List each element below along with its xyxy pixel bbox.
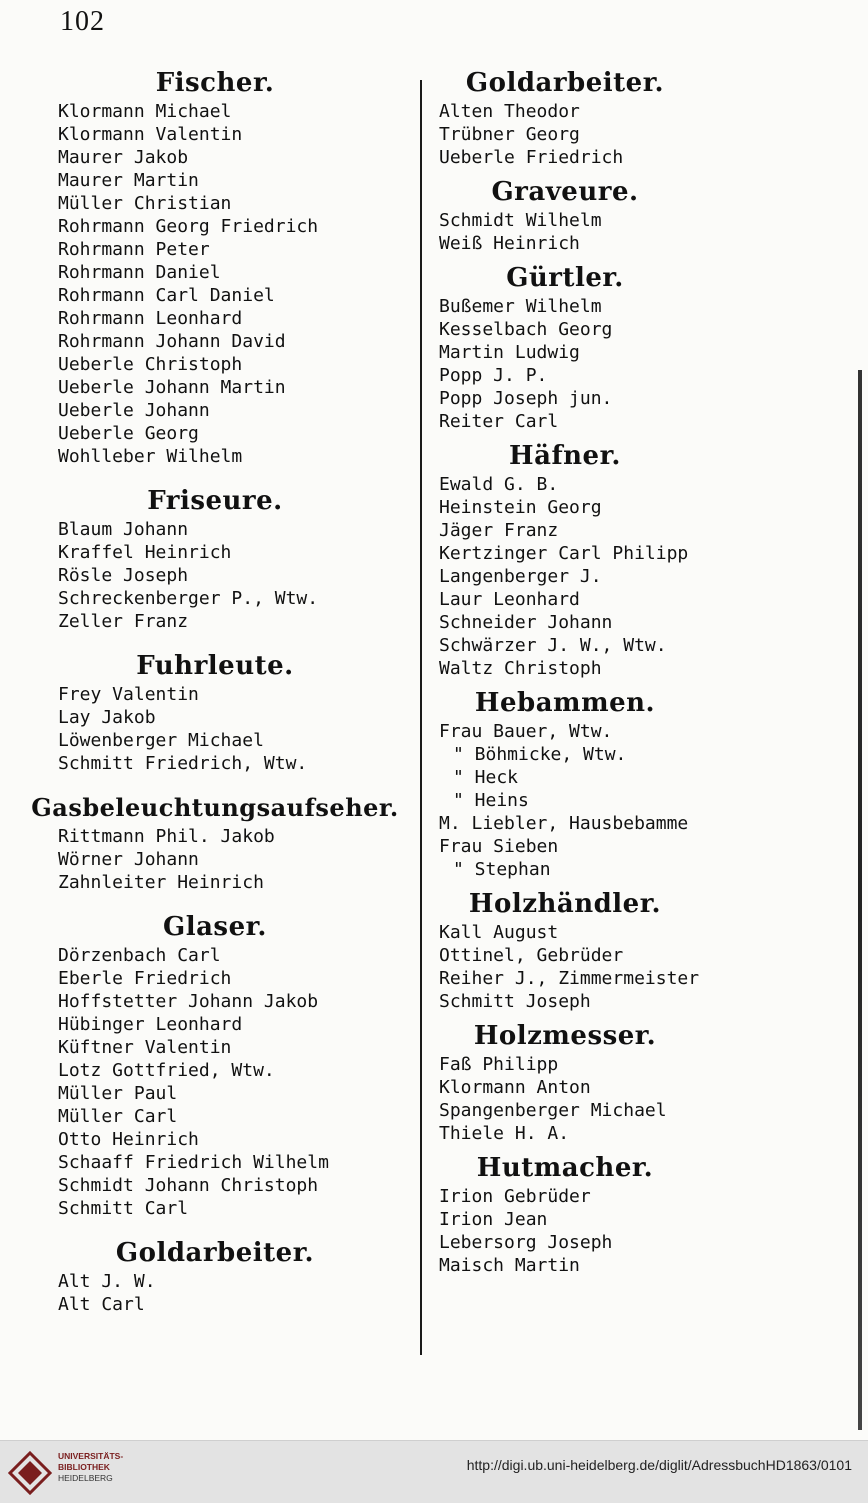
directory-entry: Rohrmann Johann David xyxy=(58,331,286,352)
directory-entry: Maurer Jakob xyxy=(58,147,189,168)
library-logo-icon xyxy=(8,1451,52,1495)
directory-section xyxy=(425,1151,705,1277)
section-heading: Friseure. xyxy=(147,486,283,516)
library-name xyxy=(58,1451,178,1484)
library-name-line: UNIVERSITÄTS- xyxy=(58,1451,124,1461)
directory-section xyxy=(425,439,705,680)
directory-entry: Klormann Valentin xyxy=(58,124,243,145)
directory-section xyxy=(30,910,400,1220)
section-heading: Fischer. xyxy=(155,68,275,98)
directory-entry: Müller Christian xyxy=(58,193,232,214)
directory-entry: Zahnleiter Heinrich xyxy=(58,872,264,893)
directory-entry: Rösle Joseph xyxy=(58,565,189,586)
directory-entry: Frau Bauer, Wtw. xyxy=(439,721,613,742)
directory-entry: Schmitt Joseph xyxy=(439,991,591,1012)
directory-entry: Ueberle Johann Martin xyxy=(58,377,286,398)
left-column xyxy=(30,66,400,1332)
directory-entry: Kesselbach Georg xyxy=(439,319,613,340)
directory-entry: Klormann Anton xyxy=(439,1077,591,1098)
directory-entry: Klormann Michael xyxy=(58,101,232,122)
directory-section xyxy=(425,887,705,1013)
directory-entry: Faß Philipp xyxy=(439,1054,559,1075)
directory-entry: Hübinger Leonhard xyxy=(58,1014,243,1035)
directory-entry: Schmidt Wilhelm xyxy=(439,210,602,231)
directory-entry: Ueberle Johann xyxy=(58,400,210,421)
directory-entry: Ueberle Georg xyxy=(58,423,199,444)
source-url[interactable]: http://digi.ub.uni-heidelberg.de/diglit/AdressbuchHD1863/0101 xyxy=(466,1457,852,1473)
directory-entry: Schmitt Carl xyxy=(58,1198,189,1219)
directory-entry: Maisch Martin xyxy=(439,1255,580,1276)
section-heading: Glaser. xyxy=(163,912,267,942)
section-heading: Graveure. xyxy=(491,177,639,207)
directory-section xyxy=(425,261,705,433)
section-heading: Goldarbeiter. xyxy=(115,1238,315,1268)
directory-entry: Schmitt Friedrich, Wtw. xyxy=(58,753,308,774)
directory-entry: Weiß Heinrich xyxy=(439,233,580,254)
directory-entry: Küftner Valentin xyxy=(58,1037,232,1058)
directory-entry: " Heck xyxy=(453,767,519,788)
directory-entry: Ueberle Friedrich xyxy=(439,147,624,168)
page-number: 102 xyxy=(60,6,105,37)
directory-entry: Wörner Johann xyxy=(58,849,199,870)
directory-section xyxy=(425,175,705,255)
right-column xyxy=(425,66,705,1283)
directory-entry: Lay Jakob xyxy=(58,707,156,728)
directory-entry: Bußemer Wilhelm xyxy=(439,296,602,317)
library-name-line: BIBLIOTHEK xyxy=(58,1462,110,1472)
directory-entry: Waltz Christoph xyxy=(439,658,602,679)
directory-entry: " Heins xyxy=(453,790,529,811)
directory-entry: Ueberle Christoph xyxy=(58,354,243,375)
directory-entry: Frey Valentin xyxy=(58,684,199,705)
directory-entry: Popp Joseph jun. xyxy=(439,388,613,409)
directory-entry: Rohrmann Georg Friedrich xyxy=(58,216,319,237)
directory-section xyxy=(425,1019,705,1145)
footer-bar xyxy=(0,1440,868,1503)
directory-entry: Schaaff Friedrich Wilhelm xyxy=(58,1152,329,1173)
directory-entry: Maurer Martin xyxy=(58,170,199,191)
directory-entry: Müller Paul xyxy=(58,1083,178,1104)
directory-entry: Müller Carl xyxy=(58,1106,178,1127)
directory-entry: Dörzenbach Carl xyxy=(58,945,221,966)
section-heading: Hebammen. xyxy=(474,688,656,718)
directory-entry: Jäger Franz xyxy=(439,520,559,541)
column-divider xyxy=(420,80,422,1355)
directory-entry: Rittmann Phil. Jakob xyxy=(58,826,275,847)
section-heading: Häfner. xyxy=(509,441,621,471)
directory-entry: Blaum Johann xyxy=(58,519,189,540)
directory-entry: Ottinel, Gebrüder xyxy=(439,945,624,966)
directory-entry: Rohrmann Carl Daniel xyxy=(58,285,275,306)
directory-entry: Alten Theodor xyxy=(439,101,580,122)
directory-entry: Lotz Gottfried, Wtw. xyxy=(58,1060,275,1081)
directory-entry: Popp J. P. xyxy=(439,365,548,386)
directory-entry: Schreckenberger P., Wtw. xyxy=(58,588,319,609)
directory-entry: Hoffstetter Johann Jakob xyxy=(58,991,319,1012)
directory-entry: Schneider Johann xyxy=(439,612,613,633)
directory-entry: Reiter Carl xyxy=(439,411,559,432)
directory-entry: Kertzinger Carl Philipp xyxy=(439,543,689,564)
directory-entry: Irion Jean xyxy=(439,1209,548,1230)
directory-entry: Rohrmann Peter xyxy=(58,239,210,260)
directory-entry: Martin Ludwig xyxy=(439,342,580,363)
directory-entry: Heinstein Georg xyxy=(439,497,602,518)
directory-entry: Otto Heinrich xyxy=(58,1129,199,1150)
directory-section xyxy=(425,686,705,881)
directory-entry: Thiele H. A. xyxy=(439,1123,570,1144)
directory-section xyxy=(425,66,705,169)
book-edge-shadow xyxy=(858,370,862,1430)
directory-entry: Zeller Franz xyxy=(58,611,189,632)
library-name-line: HEIDELBERG xyxy=(58,1473,113,1483)
section-heading: Goldarbeiter. xyxy=(465,68,665,98)
directory-entry: Frau Sieben xyxy=(439,836,559,857)
directory-section xyxy=(30,66,400,468)
directory-entry: Trübner Georg xyxy=(439,124,580,145)
directory-entry: Alt Carl xyxy=(58,1294,145,1315)
directory-entry: Löwenberger Michael xyxy=(58,730,264,751)
directory-entry: Ewald G. B. xyxy=(439,474,559,495)
directory-section xyxy=(30,791,400,894)
directory-entry: Laur Leonhard xyxy=(439,589,580,610)
directory-entry: Rohrmann Daniel xyxy=(58,262,221,283)
section-heading: Gasbeleuchtungsaufseher. xyxy=(31,793,399,822)
directory-entry: Kraffel Heinrich xyxy=(58,542,232,563)
directory-entry: " Stephan xyxy=(453,859,551,880)
section-heading: Holzmesser. xyxy=(473,1021,657,1051)
directory-entry: Reiher J., Zimmermeister xyxy=(439,968,700,989)
directory-entry: Schmidt Johann Christoph xyxy=(58,1175,319,1196)
section-heading: Holzhändler. xyxy=(468,889,662,919)
directory-section xyxy=(30,1236,400,1316)
directory-section xyxy=(30,649,400,775)
directory-entry: " Böhmicke, Wtw. xyxy=(453,744,627,765)
directory-entry: Rohrmann Leonhard xyxy=(58,308,243,329)
section-heading: Gürtler. xyxy=(506,263,624,293)
directory-entry: Langenberger J. xyxy=(439,566,602,587)
directory-section xyxy=(30,484,400,633)
directory-entry: Spangenberger Michael xyxy=(439,1100,667,1121)
directory-entry: Schwärzer J. W., Wtw. xyxy=(439,635,667,656)
directory-entry: Irion Gebrüder xyxy=(439,1186,591,1207)
directory-entry: M. Liebler, Hausbebamme xyxy=(439,813,689,834)
section-heading: Hutmacher. xyxy=(476,1153,654,1183)
directory-entry: Alt J. W. xyxy=(58,1271,156,1292)
directory-entry: Lebersorg Joseph xyxy=(439,1232,613,1253)
directory-entry: Eberle Friedrich xyxy=(58,968,232,989)
section-heading: Fuhrleute. xyxy=(136,651,294,681)
directory-entry: Wohlleber Wilhelm xyxy=(58,446,243,467)
directory-entry: Kall August xyxy=(439,922,559,943)
